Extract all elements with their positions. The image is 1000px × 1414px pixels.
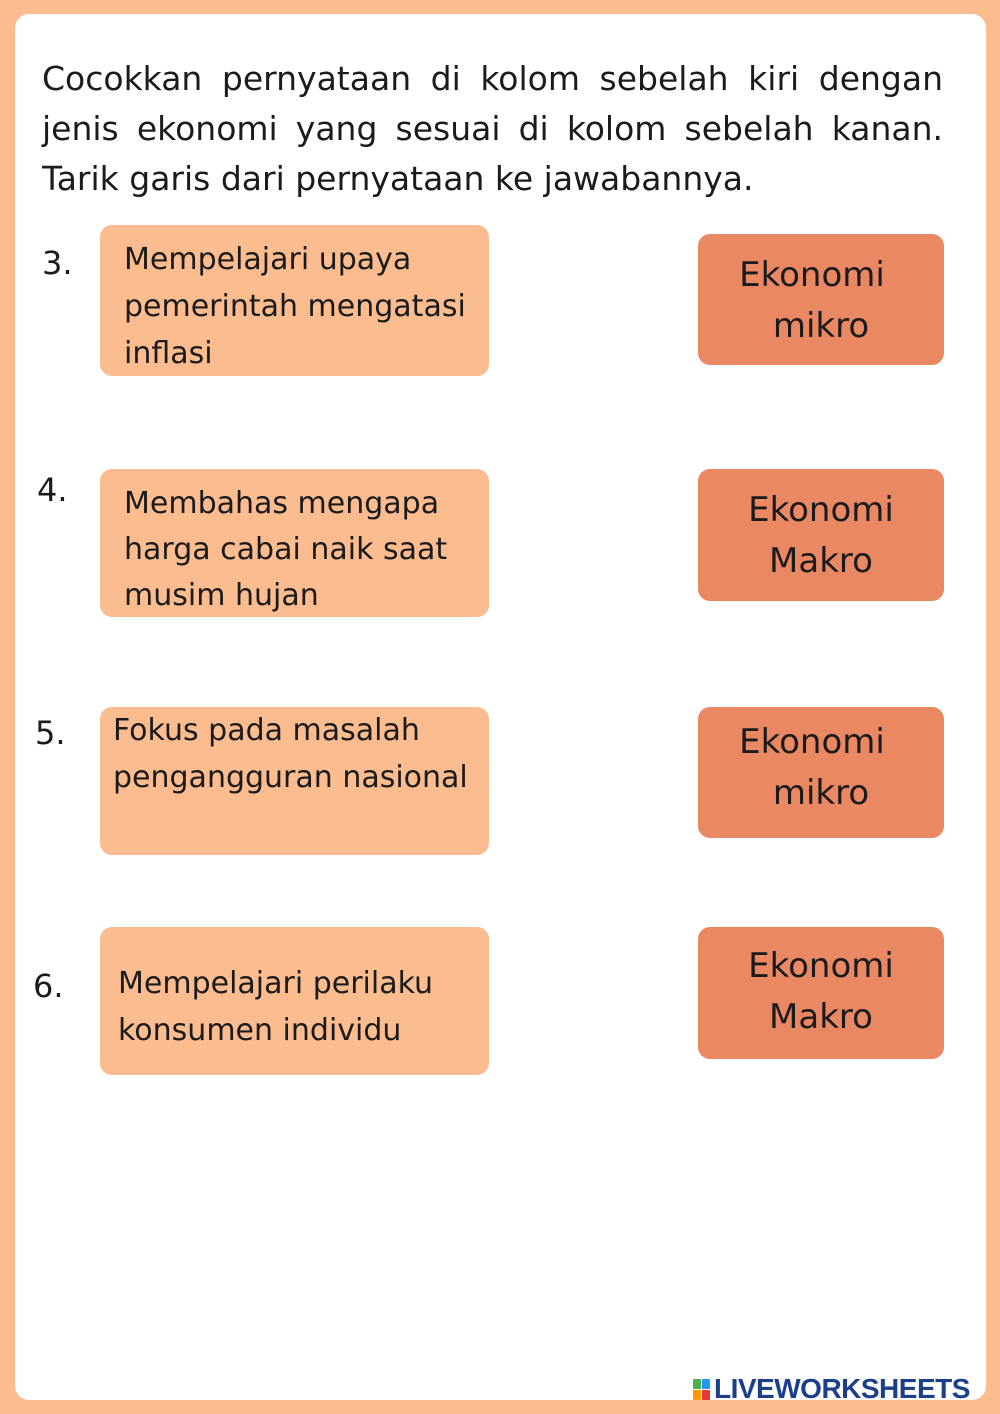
answer-box-1[interactable] [698,234,944,365]
statement-box-6[interactable]: Mempelajari perilaku konsumen individu [100,927,489,1075]
instructions-text: Cocokkan pernyataan di kolom sebelah kiri dengan jenis ekonomi yang sesuai di kolom sebelah kanan. Tarik garis dari pernyataan ke jawabannya. [42,59,943,198]
answer-box-3[interactable] [698,707,944,838]
brand-name: LIVEWORKSHEETS [714,1373,970,1404]
question-number: 6. [33,967,64,1005]
question-number: 4. [37,471,68,509]
answer-label-line2: Makro [769,541,873,581]
answer-label-line2: Makro [769,997,873,1037]
answer-label-line1: Ekonomi [748,946,894,986]
question-number: 5. [35,714,66,752]
answer-box-2[interactable] [698,469,944,601]
answer-label-line1: Ekonomi [748,490,894,530]
answer-label-line2: mikro [772,306,870,346]
answer-label-line2: mikro [772,773,870,813]
answer-label-line1: Ekonomi [739,255,885,295]
statement-box-3[interactable]: Mempelajari upaya pemerintah mengatasi inflasi [100,225,489,376]
question-number: 3. [42,244,73,282]
statement-box-5[interactable]: Fokus pada masalah pengangguran nasional [100,707,489,855]
answer-label-line1: Ekonomi [739,722,885,762]
answer-box-4[interactable] [698,927,944,1059]
statement-box-4[interactable]: Membahas mengapa harga cabai naik saat musim hujan [100,469,489,617]
liveworksheets-brand [693,1374,970,1404]
liveworksheets-logo-icon [693,1378,711,1400]
